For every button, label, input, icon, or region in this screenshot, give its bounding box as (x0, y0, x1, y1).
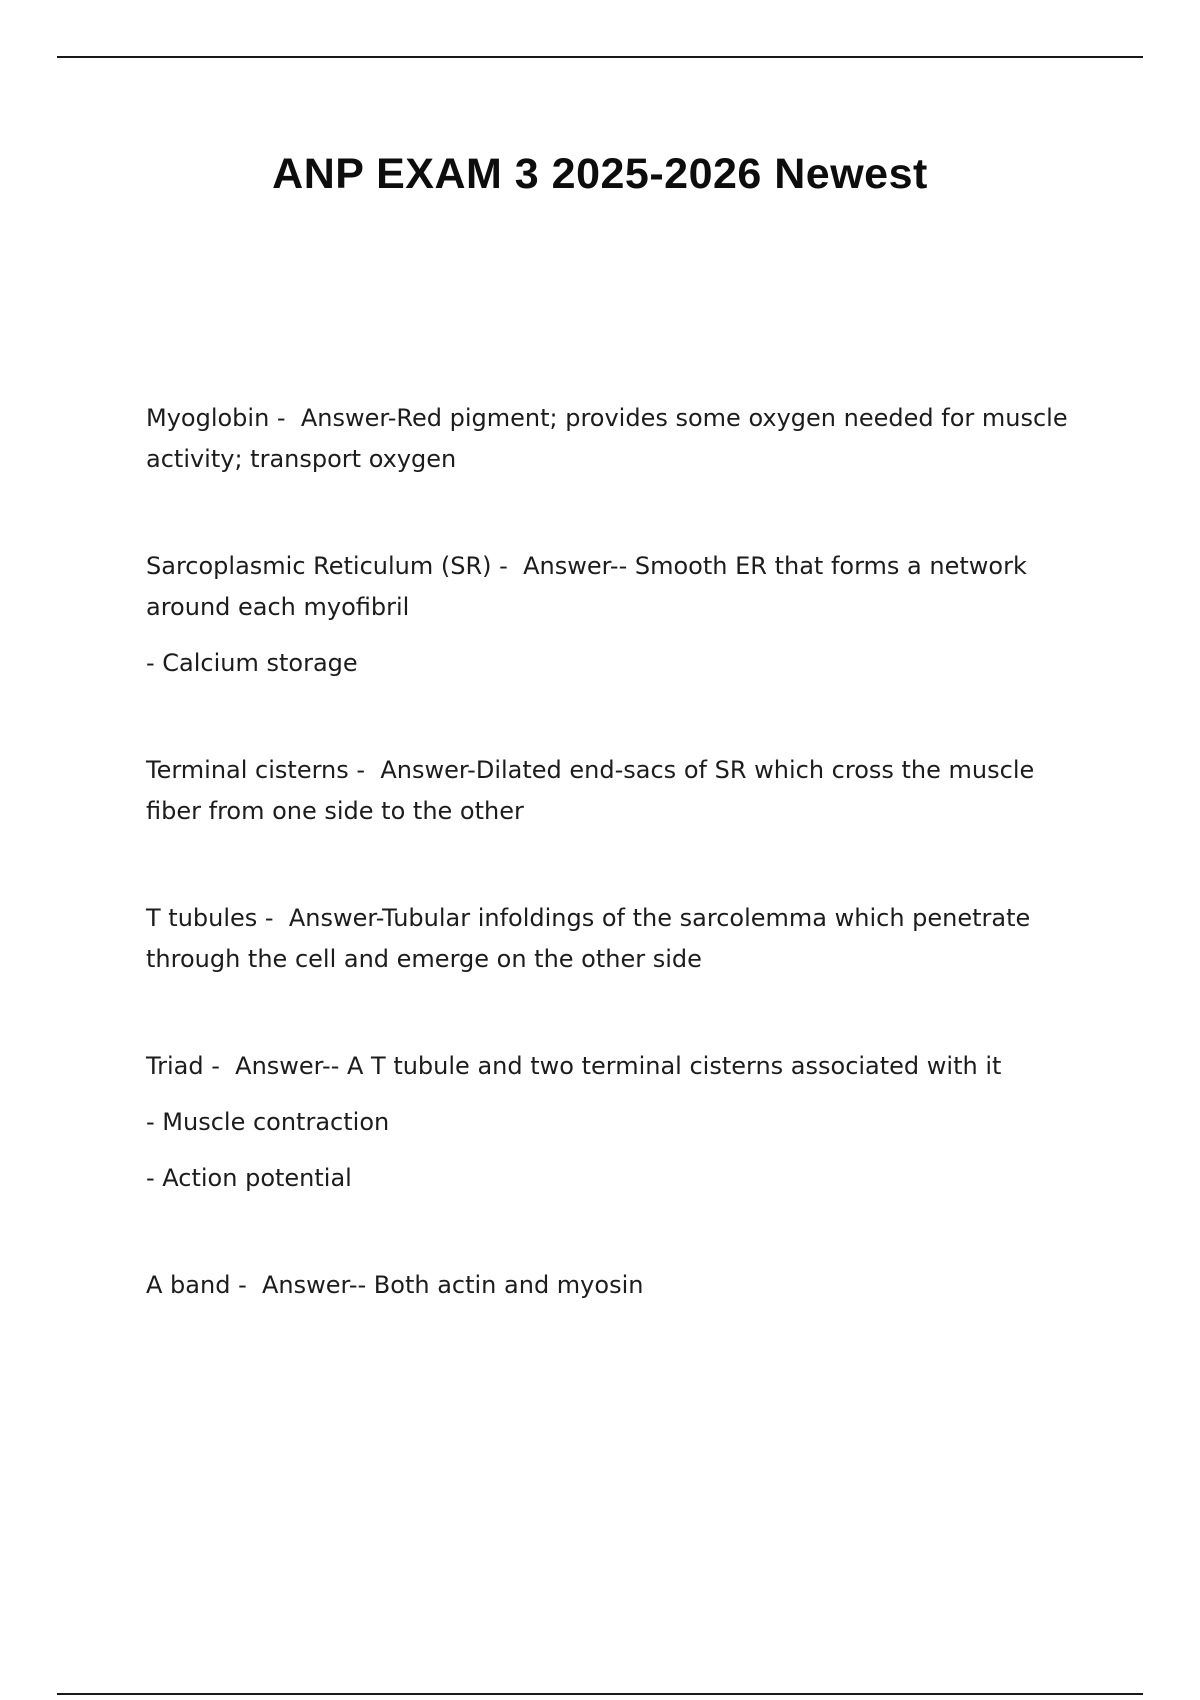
flashcard-list (146, 398, 1076, 1306)
entry-text (146, 546, 1076, 628)
answer-label: Answer- (235, 1052, 331, 1080)
flashcard-entry (146, 898, 1076, 980)
entry-term: Myoglobin (146, 404, 270, 432)
entry-term: T tubules (146, 904, 258, 932)
entry-separator: - (203, 1052, 236, 1080)
entry-text (146, 1265, 1076, 1306)
entry-sub-item: - Action potential (146, 1164, 352, 1192)
answer-label: Answer- (300, 404, 397, 432)
entry-text (146, 1046, 1076, 1087)
flashcard-entry (146, 1265, 1076, 1306)
entry-term: A band (146, 1271, 231, 1299)
answer-label: Answer- (288, 904, 383, 932)
entry-definition: - A T tubule and two terminal cisterns associated with it (330, 1052, 1002, 1080)
header-rule (57, 56, 1143, 58)
answer-label: Answer- (380, 756, 476, 784)
entry-text (146, 750, 1076, 832)
entry-separator: - (257, 904, 289, 932)
flashcard-entry (146, 1046, 1076, 1199)
entry-separator: - (230, 1271, 262, 1299)
entry-term: Triad (146, 1052, 204, 1080)
entry-text (146, 898, 1076, 980)
flashcard-entry (146, 398, 1076, 480)
entry-text (146, 398, 1076, 480)
entry-definition: Tubular infoldings of the sarcolemma which penetrate through the cell and emerge on the other side (146, 904, 1038, 973)
entry-term: Sarcoplasmic Reticulum (SR) (146, 552, 492, 580)
entry-definition: - Smooth ER that forms a network around each myofibril (146, 552, 1035, 621)
answer-label: Answer- (523, 552, 619, 580)
entry-sub-item: - Muscle contraction (146, 1108, 390, 1136)
footer-rule (57, 1693, 1143, 1695)
answer-label: Answer- (261, 1271, 358, 1299)
entry-separator: - (348, 756, 381, 784)
entry-definition: Dilated end-sacs of SR which cross the muscle fiber from one side to the other (146, 756, 1042, 825)
flashcard-entry (146, 750, 1076, 832)
entry-sub-item: - Calcium storage (146, 649, 358, 677)
entry-separator: - (491, 552, 524, 580)
document-title: ANP EXAM 3 2025-2026 Newest (272, 150, 928, 198)
flashcard-entry (146, 546, 1076, 684)
entry-separator: - (269, 404, 301, 432)
entry-term: Terminal cisterns (146, 756, 349, 784)
entry-definition: - Both actin and myosin (357, 1271, 644, 1299)
entry-definition: Red pigment; provides some oxygen needed for muscle activity; transport oxygen (146, 404, 1076, 473)
